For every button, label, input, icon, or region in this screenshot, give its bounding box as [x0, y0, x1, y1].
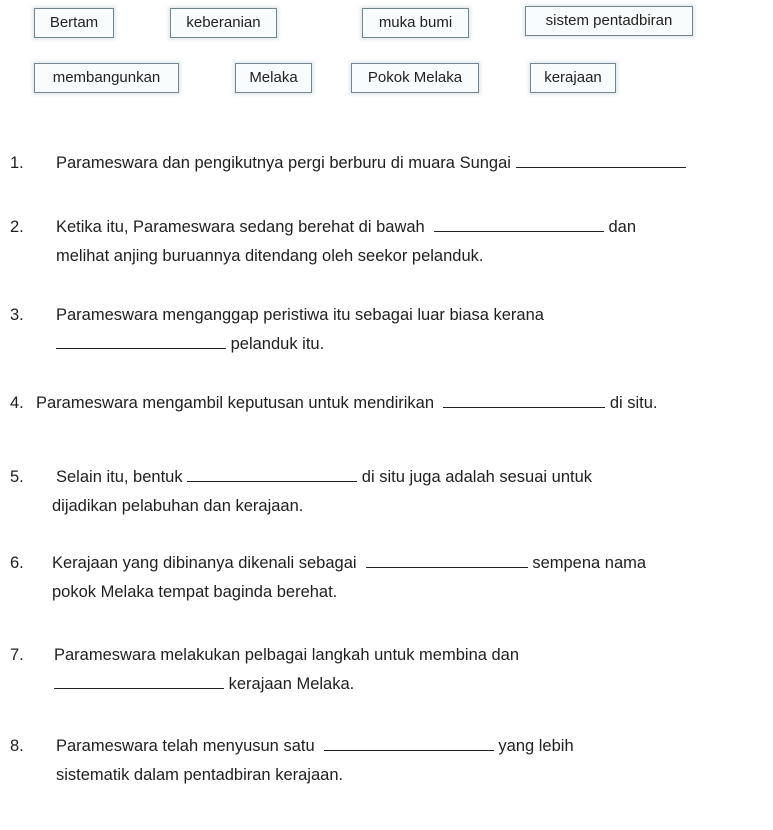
question-continuation: kerajaan Melaka. — [228, 675, 355, 693]
question-line — [54, 670, 354, 699]
question-text-after: di situ juga adalah sesuai untuk — [361, 468, 593, 486]
question-text-after: dan — [608, 218, 637, 236]
answer-blank[interactable] — [56, 330, 226, 349]
question-text-after: sempena nama — [532, 554, 647, 572]
question-number: 7. — [10, 646, 24, 664]
question-number: 1. — [10, 154, 24, 172]
question-line — [52, 549, 646, 578]
word-box-bertam[interactable]: Bertam — [34, 8, 114, 38]
question-text: Parameswara dan pengikutnya pergi berburu di muara Sungai — [56, 154, 511, 172]
question-number: 2. — [10, 218, 24, 236]
question-text: Parameswara melakukan pelbagai langkah untuk membina dan — [54, 646, 520, 664]
question-line — [56, 213, 636, 242]
question-line — [56, 732, 574, 761]
question-line — [56, 149, 686, 178]
question-text: Parameswara telah menyusun satu — [56, 737, 315, 755]
question-number: 8. — [10, 737, 24, 755]
answer-blank[interactable] — [324, 732, 494, 751]
word-box-muka-bumi[interactable]: muka bumi — [362, 8, 469, 38]
word-box-membangunkan[interactable]: membangunkan — [34, 63, 179, 93]
question-continuation: dijadikan pelabuhan dan kerajaan. — [52, 497, 304, 515]
word-box-melaka[interactable]: Melaka — [235, 63, 312, 93]
question-number: 6. — [10, 554, 24, 572]
word-box-pokok-melaka[interactable]: Pokok Melaka — [351, 63, 479, 93]
answer-blank[interactable] — [516, 149, 686, 168]
question-text: Selain itu, bentuk — [56, 468, 183, 486]
question-continuation: sistematik dalam pentadbiran kerajaan. — [56, 766, 344, 784]
question-continuation: pelanduk itu. — [230, 335, 325, 353]
question-text: Ketika itu, Parameswara sedang berehat di bawah — [56, 218, 425, 236]
word-box-sistem-pentadbiran[interactable]: sistem pentadbiran — [525, 6, 693, 36]
question-text: Kerajaan yang dibinanya dikenali sebagai — [52, 554, 357, 572]
answer-blank[interactable] — [366, 549, 528, 568]
question-continuation: pokok Melaka tempat baginda berehat. — [52, 583, 338, 601]
question-text-after: yang lebih — [498, 737, 574, 755]
answer-blank[interactable] — [187, 463, 357, 482]
answer-blank[interactable] — [434, 213, 604, 232]
question-text: Parameswara menganggap peristiwa itu sebagai luar biasa kerana — [56, 306, 544, 324]
word-box-kerajaan[interactable]: kerajaan — [530, 63, 616, 93]
question-line — [56, 330, 324, 359]
question-number: 4. — [10, 394, 24, 412]
question-line — [36, 389, 658, 418]
question-text-after: di situ. — [609, 394, 658, 412]
question-line — [56, 463, 592, 492]
question-continuation: melihat anjing buruannya ditendang oleh seekor pelanduk. — [56, 247, 484, 265]
question-text: Parameswara mengambil keputusan untuk mendirikan — [36, 394, 435, 412]
question-number: 3. — [10, 306, 24, 324]
answer-blank[interactable] — [443, 389, 605, 408]
question-number: 5. — [10, 468, 24, 486]
word-box-keberanian[interactable]: keberanian — [170, 8, 277, 38]
answer-blank[interactable] — [54, 670, 224, 689]
